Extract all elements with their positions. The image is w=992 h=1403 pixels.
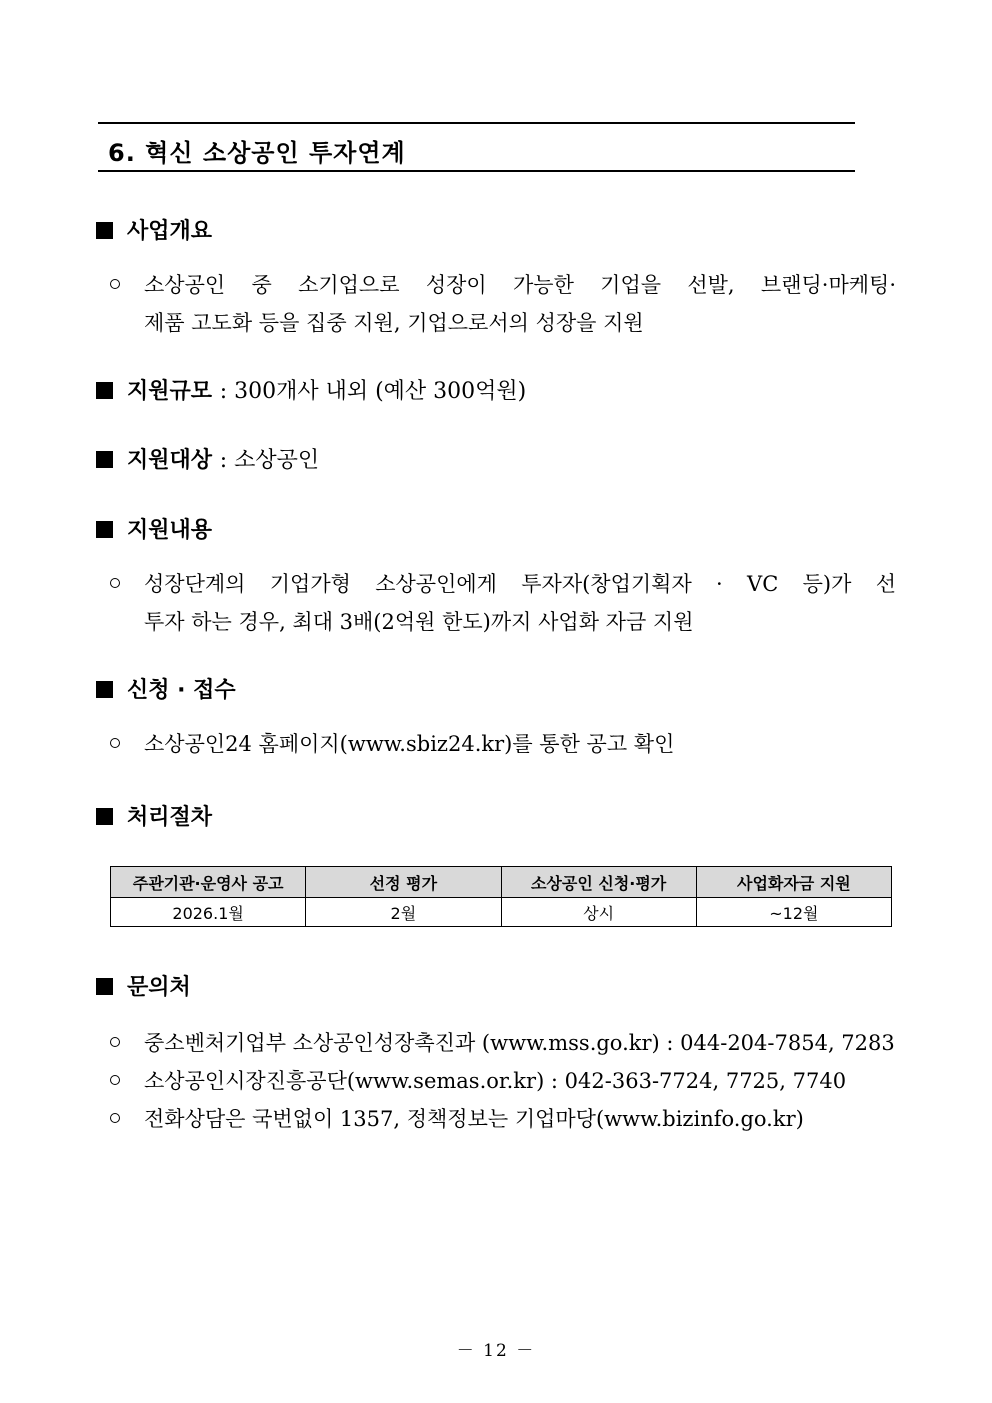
procedure-col-header: 주관기관·운영사 공고 [111,867,306,898]
application-heading: 신청 · 접수 [96,676,236,706]
contact-heading: 문의처 [96,973,191,1003]
circle-bullet-icon [110,738,120,748]
procedure-col-header: 선정 평가 [306,867,501,898]
content-item [110,565,896,641]
content-line-1: 성장단계의 기업가형 소상공인에게 투자자(창업기획자 · VC 등)가 선 [144,572,896,596]
overview-item [110,266,896,342]
procedure-cell: 2026.1월 [111,898,306,927]
content-heading: 지원내용 [96,516,212,546]
content-line-2: 투자 하는 경우, 최대 3배(2억원 한도)까지 사업화 자금 지원 [144,610,694,634]
overview-line-2: 제품 고도화 등을 집중 지원, 기업으로서의 성장을 지원 [144,311,644,335]
square-bullet-icon [96,451,113,468]
square-bullet-icon [96,382,113,399]
square-bullet-icon [96,521,113,538]
scale-value: : 300개사 내외 (예산 300억원) [219,379,527,404]
contact-item [110,1062,896,1100]
procedure-cell: ~12월 [696,898,891,927]
procedure-value-row [111,898,892,927]
procedure-col-header: 사업화자금 지원 [696,867,891,898]
procedure-cell: 2월 [306,898,501,927]
section-title: 6. 혁신 소상공인 투자연계 [108,139,406,167]
target-heading: 지원대상 : 소상공인 [96,446,319,476]
square-bullet-icon [96,681,113,698]
application-line-1: 소상공인24 홈페이지(www.sbiz24.kr)를 통한 공고 확인 [144,732,675,756]
procedure-heading: 처리절차 [96,803,212,833]
procedure-header-row [111,867,892,898]
circle-bullet-icon [110,279,120,289]
contact-line-3: 전화상담은 국번없이 1357, 정책정보는 기업마당(www.bizinfo.go.kr) [144,1107,804,1131]
circle-bullet-icon [110,1075,120,1085]
contact-line-2: 소상공인시장진흥공단(www.semas.or.kr) : 042-363-7724, 7725, 7740 [144,1069,847,1093]
procedure-table [110,866,892,927]
square-bullet-icon [96,808,113,825]
section-title-box [98,122,855,172]
application-item [110,725,896,763]
contact-item [110,1100,896,1138]
scale-heading: 지원규모 : 300개사 내외 (예산 300억원) [96,377,526,407]
procedure-col-header: 소상공인 신청·평가 [501,867,696,898]
circle-bullet-icon [110,1037,120,1047]
overview-heading: 사업개요 [96,217,212,247]
page-number: － 12 － [456,1341,536,1361]
procedure-cell: 상시 [501,898,696,927]
square-bullet-icon [96,978,113,995]
circle-bullet-icon [110,1113,120,1123]
contact-line-1: 중소벤처기업부 소상공인성장촉진과 (www.mss.go.kr) : 044-204-7854, 7283 [144,1031,895,1055]
square-bullet-icon [96,222,113,239]
contact-item [110,1024,896,1062]
overview-line-1: 소상공인 중 소기업으로 성장이 가능한 기업을 선발, 브랜딩·마케팅· [144,273,896,297]
target-value: : 소상공인 [219,448,320,473]
circle-bullet-icon [110,578,120,588]
